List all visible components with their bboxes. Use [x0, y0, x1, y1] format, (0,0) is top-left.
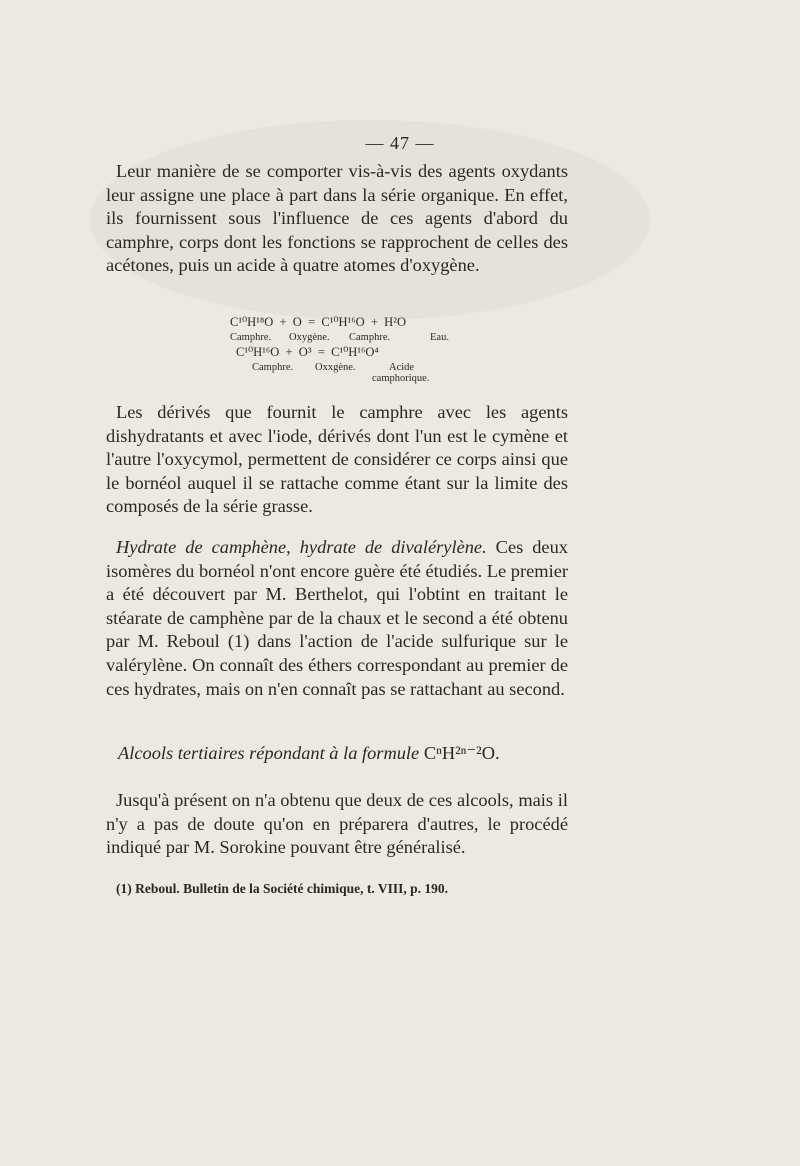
- equation-1: C¹⁰H¹⁸O + O = C¹⁰H¹⁶O + H²O: [230, 315, 406, 329]
- equation-1-label-camphre: Camphre.: [230, 332, 272, 343]
- equation-2-label-camphre: Camphre.: [252, 362, 294, 373]
- paragraph-derivatives-text: Les dérivés que fournit le camphre avec les agents dishydratants et avec l'iode, dérivés dont l'un est le cymène et l'autre l'oxycymol, permettent de considérer ce corps ainsi que le bornéol auquel il se rattache comme étant sur la limite des composés de la série grasse.: [106, 402, 568, 517]
- paragraph-tertiary-alcohols-text: Jusqu'à présent on n'a obtenu que deux de ces alcools, mais il n'y a pas de doute qu'on en préparera d'autres, le procédé indiqué par M. Sorokine pouvant être généralisé.: [106, 790, 568, 858]
- paragraph-derivatives: [106, 401, 568, 519]
- equation-1-label-oxygene: Oxygène.: [289, 332, 330, 343]
- equation-1-label-eau: Eau.: [430, 332, 449, 343]
- paragraph-oxidation: [106, 160, 568, 278]
- equation-1-label-camphre-2: Camphre.: [349, 332, 391, 343]
- equation-2-label-oxygene: Oxxgène.: [315, 362, 356, 373]
- section-heading: [118, 741, 578, 765]
- footnote: (1) Reboul. Bulletin de la Société chimique, t. VIII, p. 190.: [116, 881, 449, 896]
- paragraph-hydrates-title: Hydrate de camphène, hydrate de divalérylène.: [116, 537, 487, 557]
- paragraph-hydrates: [106, 536, 568, 701]
- equation-2-label-acide: Acide: [389, 362, 415, 373]
- page-number: — 47 —: [365, 133, 435, 153]
- section-heading-italic: Alcools tertiaires répondant à la formule: [118, 743, 420, 763]
- paragraph-hydrates-text: Ces deux isomères du bornéol n'ont encore guère été étudiés. Le premier a été découvert par M. Berthelot, qui l'obtint en traitant le stéarate de camphène par de la chaux et le second a été obtenu par M. Reboul (1) dans l'action de l'acide sulfurique sur le valérylène. On connaît des éthers correspondant au premier de ces hydrates, mais on n'en connaît pas se rattachant au second.: [106, 537, 568, 699]
- paragraph-tertiary-alcohols: [106, 789, 568, 860]
- section-heading-formula: CⁿH²ⁿ⁻²O.: [423, 743, 500, 763]
- paragraph-oxidation-text: Leur manière de se comporter vis-à-vis des agents oxydants leur assigne une place à part dans la série organique. En effet, ils fournissent sous l'influence de ces agents d'abord du camphre, corps dont les fonctions se rapprochent de celles des acétones, puis un acide à quatre atomes d'oxygène.: [106, 161, 568, 276]
- equation-2: C¹⁰H¹⁶O + O³ = C¹⁰H¹⁶O⁴: [236, 345, 379, 359]
- equation-2-label-camphorique: camphorique.: [372, 373, 430, 384]
